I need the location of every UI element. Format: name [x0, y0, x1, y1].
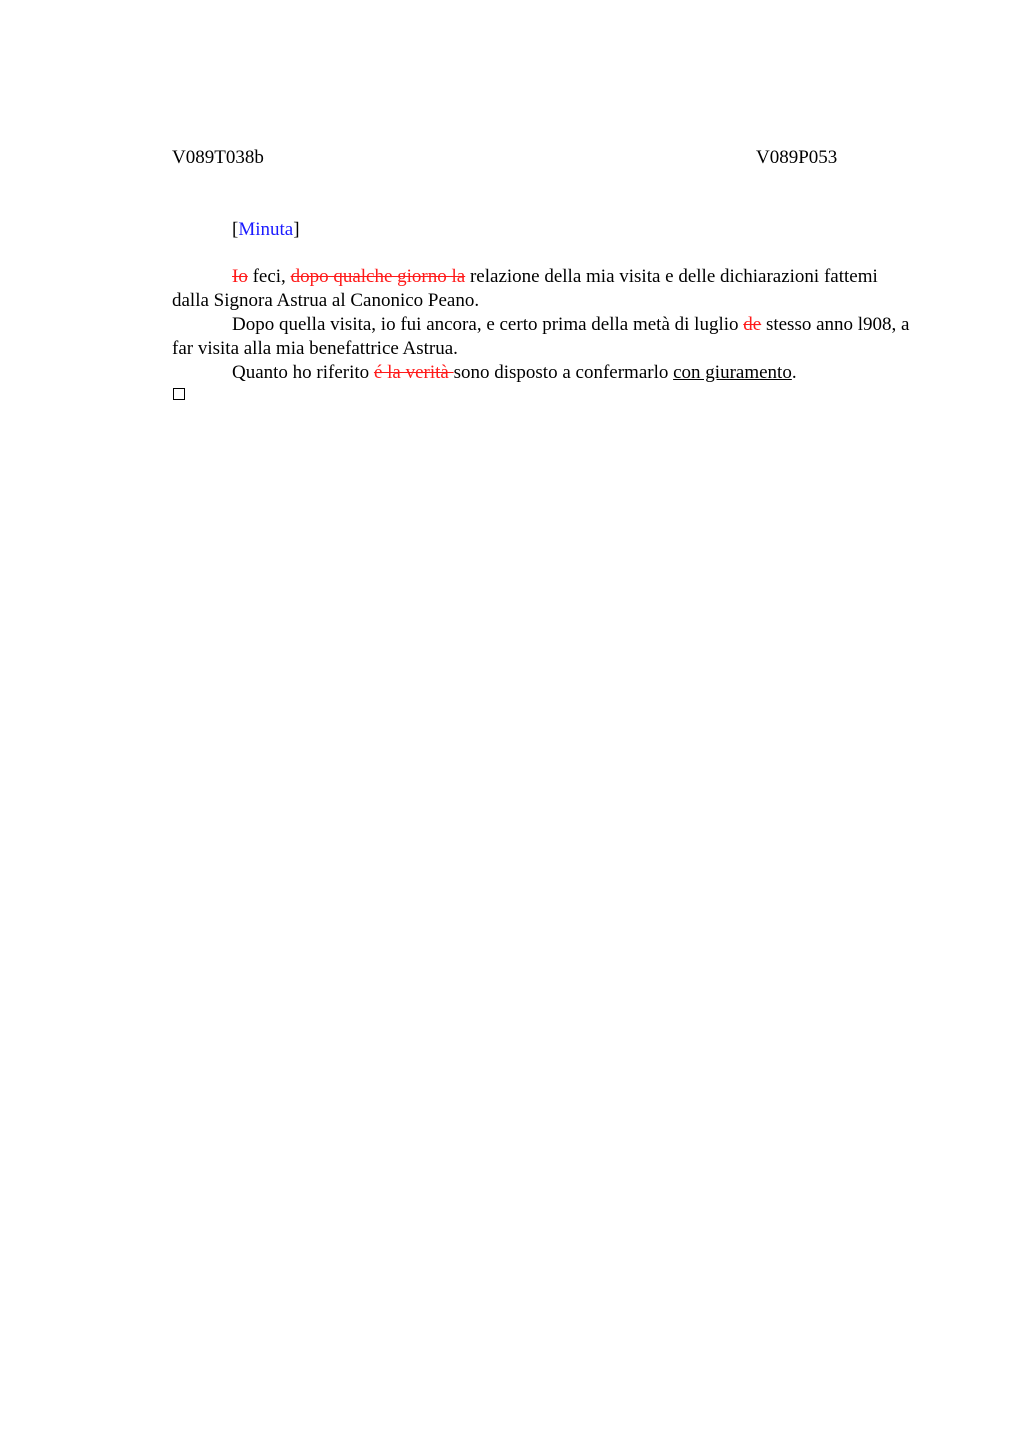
paragraph-text: stesso anno l908, a far visita alla mia benefattrice Astrua. — [172, 314, 910, 359]
document-code-left: V089T038b — [172, 147, 264, 168]
end-of-document-box-icon — [173, 388, 185, 400]
paragraph-1 — [172, 265, 912, 313]
document-body — [172, 265, 912, 385]
deleted-text: de — [743, 314, 762, 335]
minuta-label: Minuta — [238, 219, 294, 240]
paragraph-text: Quanto ho riferito — [232, 362, 374, 383]
paragraph-text: feci, — [247, 266, 291, 287]
paragraph-text: relazione della mia visita e delle dichiarazioni fattemi dalla Signora Astrua al Canonico Peano. — [172, 266, 878, 311]
paragraph-2 — [172, 313, 912, 361]
paragraph-text: . — [791, 362, 797, 383]
deleted-text: dopo qualche giorno la — [290, 266, 466, 287]
minuta-note — [232, 218, 300, 242]
paragraph-3 — [172, 361, 912, 385]
deleted-text: é la verità — [373, 362, 454, 383]
paragraph-text: sono disposto a confermarlo — [453, 362, 674, 383]
document-code-right: V089P053 — [756, 147, 838, 168]
close-bracket: ] — [293, 219, 300, 240]
deleted-text: Io — [232, 266, 248, 287]
paragraph-text: Dopo quella visita, io fui ancora, e certo prima della metà di luglio — [232, 314, 744, 335]
underlined-text: con giuramento — [673, 362, 792, 383]
open-bracket: [ — [232, 219, 239, 240]
